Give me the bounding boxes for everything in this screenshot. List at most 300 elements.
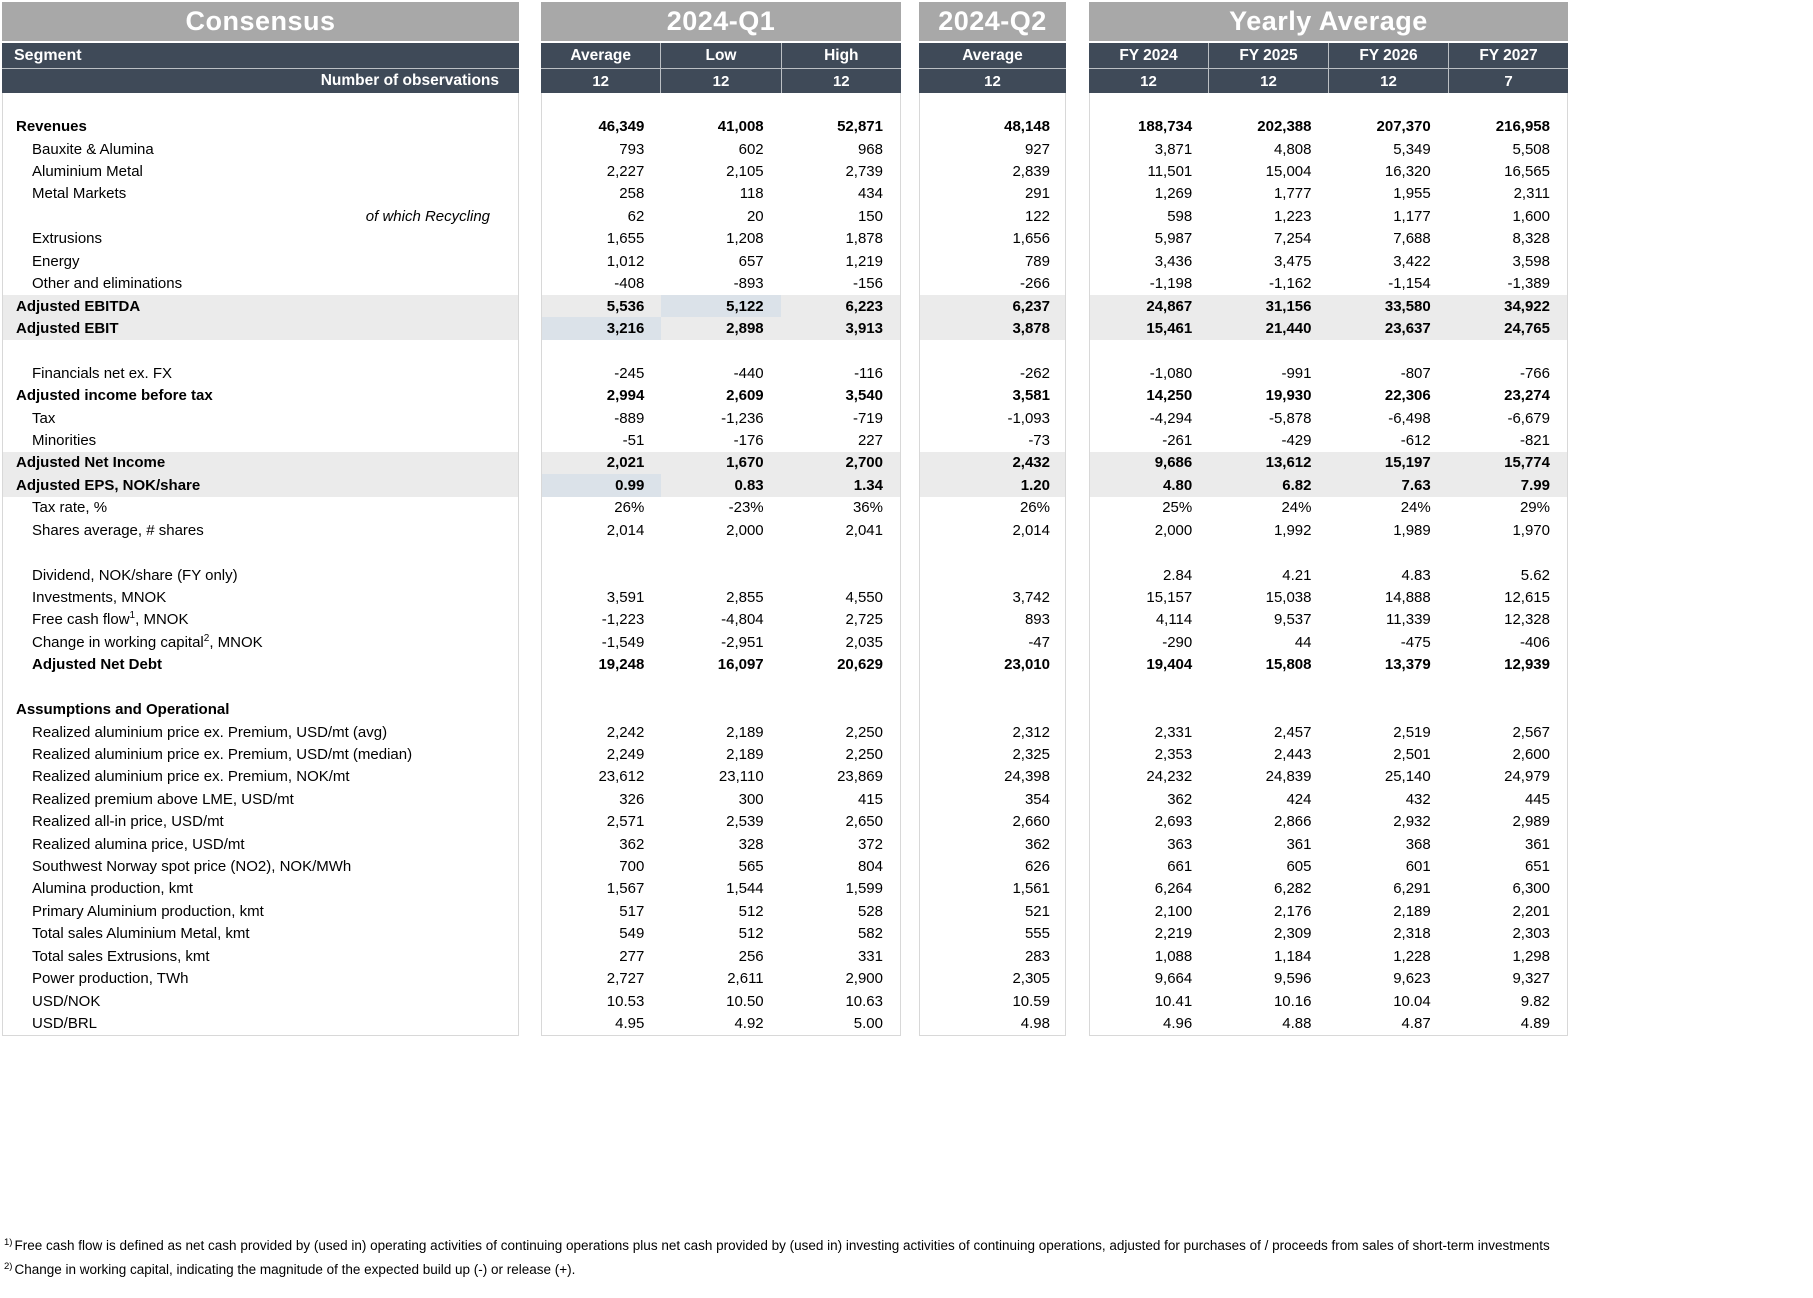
cell [1209, 698, 1328, 720]
row-label: Southwest Norway spot price (NO2), NOK/MWh [32, 858, 352, 876]
cell: 10.41 [1154, 992, 1193, 1010]
yearly-obs-fy2024: 12 [1140, 72, 1157, 90]
cell: 2,250 [845, 723, 883, 741]
cell: 13,612 [1265, 454, 1312, 472]
cell: 15,197 [1384, 454, 1431, 472]
cell: 23,637 [1384, 319, 1431, 337]
cell: 368 [1405, 835, 1431, 853]
table-row [920, 183, 1065, 205]
cell: 700 [619, 858, 645, 876]
row-label: Aluminium Metal [32, 162, 143, 180]
cell: 25% [1162, 499, 1193, 517]
cell [661, 564, 780, 586]
cell: 2,021 [606, 454, 645, 472]
table-row [920, 586, 1065, 608]
table-row [1090, 407, 1567, 429]
cell: 5,536 [606, 297, 645, 315]
cell: 4.98 [1020, 1015, 1050, 1032]
panel-2024-q2 [919, 2, 1066, 1036]
cell: 2,739 [845, 162, 883, 180]
table-row [542, 586, 900, 608]
cell: 512 [738, 902, 764, 920]
table-row [3, 990, 518, 1012]
q2-obs-average: 12 [984, 72, 1001, 90]
table-row [3, 698, 518, 720]
table-row [542, 295, 900, 317]
row-label: Realized premium above LME, USD/mt [32, 790, 294, 808]
cell: 2,000 [1154, 521, 1193, 539]
table-row [542, 452, 900, 474]
table-row [3, 945, 518, 967]
cell: 11,501 [1147, 162, 1193, 180]
cell [1329, 698, 1448, 720]
table-row [542, 855, 900, 877]
cell: 1,219 [845, 252, 883, 270]
table-row [920, 609, 1065, 631]
table-row [3, 766, 518, 788]
panel-2024-q1 [541, 2, 901, 1036]
table-row [3, 519, 518, 541]
cell: 227 [857, 432, 883, 450]
table-row [920, 631, 1065, 653]
cell: -719 [852, 409, 883, 427]
cell: 1.34 [853, 476, 883, 494]
table-row [920, 945, 1065, 967]
cell: 31,156 [1265, 297, 1312, 315]
cell: 354 [1024, 790, 1050, 808]
cell: 661 [1167, 858, 1193, 876]
cell: 10.59 [1012, 992, 1050, 1010]
table-row [542, 1012, 900, 1034]
cell: 2,457 [1273, 723, 1312, 741]
table-row [1090, 160, 1567, 182]
row-label: Realized alumina price, USD/mt [32, 835, 245, 853]
cell: 1,184 [1273, 947, 1312, 965]
table-row [920, 833, 1065, 855]
cell: 2,600 [1512, 745, 1550, 763]
cell: 9,596 [1273, 970, 1312, 988]
cell: -6,498 [1388, 409, 1431, 427]
table-row [1090, 497, 1567, 519]
cell: 4.88 [1282, 1015, 1312, 1032]
table-row [920, 564, 1065, 586]
table-row [3, 900, 518, 922]
q1-column-headers [541, 43, 901, 69]
cell: 1,992 [1273, 521, 1312, 539]
cell: -821 [1519, 432, 1550, 450]
table-row [542, 93, 900, 115]
table-row [542, 228, 900, 250]
cell: 25,140 [1384, 768, 1431, 786]
table-row [1090, 564, 1567, 586]
cell: 598 [1167, 207, 1193, 225]
row-label: Other and eliminations [32, 275, 183, 293]
cell: -47 [1028, 633, 1050, 651]
table-row [542, 698, 900, 720]
cell: 415 [857, 790, 883, 808]
yearly-header-fy2026: FY 2026 [1328, 43, 1448, 68]
table-row [920, 766, 1065, 788]
table-row [542, 429, 900, 451]
table-row [920, 990, 1065, 1012]
cell: 1.20 [1020, 476, 1050, 494]
row-label: Minorities [32, 432, 97, 450]
cell: -766 [1519, 364, 1550, 382]
cell: 7,688 [1393, 230, 1431, 248]
cell: 4.21 [1282, 566, 1312, 584]
table-row [542, 272, 900, 294]
table-row [3, 878, 518, 900]
cell: -2,951 [721, 633, 764, 651]
cell: 555 [1024, 925, 1050, 943]
row-label: Adjusted Net Income [16, 454, 166, 472]
cell: 23,274 [1504, 387, 1550, 405]
cell: 1,878 [845, 230, 883, 248]
table-row [920, 855, 1065, 877]
cell: -266 [1019, 275, 1050, 293]
row-label: Adjusted EPS, NOK/share [16, 476, 201, 494]
cell: 372 [857, 835, 883, 853]
cell: 1,012 [606, 252, 645, 270]
cell: 626 [1024, 858, 1050, 876]
table-row [920, 878, 1065, 900]
table-row [1090, 541, 1567, 563]
table-row [1090, 766, 1567, 788]
cell: 363 [1167, 835, 1193, 853]
cell: 15,038 [1265, 588, 1312, 606]
observations-label: Number of observations [320, 72, 499, 89]
cell: 3,878 [1012, 319, 1050, 337]
cell: 517 [619, 902, 645, 920]
table-row [920, 474, 1065, 496]
cell: 2,189 [726, 745, 764, 763]
table-row [920, 923, 1065, 945]
table-row [542, 609, 900, 631]
cell: 5,349 [1393, 140, 1431, 158]
cell: 2,650 [845, 813, 883, 831]
q1-header-high: High [781, 43, 901, 68]
cell: 23,612 [598, 768, 645, 786]
cell: 361 [1524, 835, 1550, 853]
cell: 13,379 [1384, 656, 1431, 674]
table-row [3, 631, 518, 653]
table-row [1090, 384, 1567, 406]
yearly-observations-row [1089, 69, 1568, 93]
table-row [1090, 205, 1567, 227]
cell: -4,804 [721, 611, 764, 629]
cell: 549 [619, 925, 645, 943]
table-row [3, 138, 518, 160]
table-row [1090, 945, 1567, 967]
cell: 893 [1024, 611, 1050, 629]
table-row [542, 138, 900, 160]
panel-title-2024-q2: 2024-Q2 [919, 2, 1066, 43]
table-row [920, 340, 1065, 362]
cell: 434 [857, 185, 883, 203]
cell: -51 [622, 432, 645, 450]
cell: -176 [733, 432, 764, 450]
cell: 2,189 [1393, 902, 1431, 920]
table-row [542, 990, 900, 1012]
cell: -807 [1400, 364, 1431, 382]
table-row [1090, 452, 1567, 474]
table-row [3, 967, 518, 989]
cell: 202,388 [1257, 118, 1312, 136]
table-row [1090, 272, 1567, 294]
cell: -991 [1281, 364, 1312, 382]
table-row [920, 317, 1065, 339]
cell: 118 [739, 185, 764, 203]
table-row [542, 160, 900, 182]
row-label: Realized all-in price, USD/mt [32, 813, 224, 831]
row-label: USD/NOK [32, 992, 101, 1010]
row-label: Adjusted Net Debt [32, 656, 163, 674]
cell: 793 [619, 140, 645, 158]
table-row [1090, 228, 1567, 250]
q1-body [541, 93, 901, 1036]
cell: 2,189 [726, 723, 764, 741]
cell: 5,508 [1512, 140, 1550, 158]
row-label: Financials net ex. FX [32, 364, 173, 382]
table-row [920, 900, 1065, 922]
cell: 328 [738, 835, 764, 853]
cell: 15,461 [1146, 319, 1193, 337]
row-label: Total sales Extrusions, kmt [32, 947, 210, 965]
cell: 188,734 [1138, 118, 1193, 136]
cell: 1,656 [1012, 230, 1050, 248]
table-row [3, 205, 518, 227]
cell: 2,249 [606, 745, 645, 763]
table-row [920, 228, 1065, 250]
cell: 26% [614, 499, 645, 517]
table-row [542, 923, 900, 945]
cell: 2,611 [727, 970, 764, 988]
cell: 1,208 [726, 230, 764, 248]
cell: 8,328 [1512, 230, 1550, 248]
table-row [920, 721, 1065, 743]
cell: 216,958 [1495, 118, 1550, 136]
cell: 1,298 [1512, 947, 1550, 965]
table-row [1090, 900, 1567, 922]
cell: -408 [614, 275, 645, 293]
cell: 2,014 [1012, 521, 1050, 539]
cell: 24,232 [1146, 768, 1193, 786]
cell: 12,615 [1504, 588, 1550, 606]
table-row [920, 676, 1065, 698]
cell: 2,727 [606, 970, 645, 988]
table-row [3, 160, 518, 182]
cell: 5.62 [1520, 566, 1550, 584]
cell: 1,269 [1154, 185, 1193, 203]
cell: 15,157 [1146, 588, 1193, 606]
cell: 2,353 [1154, 745, 1193, 763]
table-row [920, 788, 1065, 810]
cell: 1,670 [726, 454, 764, 472]
cell [1090, 698, 1209, 720]
cell: 4.87 [1401, 1015, 1431, 1032]
table-row [1090, 721, 1567, 743]
q1-observations-row [541, 69, 901, 93]
cell: -1,236 [721, 409, 764, 427]
cell: 2,855 [726, 588, 764, 606]
table-row [3, 115, 518, 137]
cell: 602 [738, 140, 764, 158]
cell: 2,227 [606, 162, 645, 180]
cell: 6,282 [1273, 880, 1312, 898]
table-row [920, 452, 1065, 474]
row-label: Adjusted EBIT [16, 319, 119, 337]
label-column-body [2, 93, 519, 1036]
cell: 2,305 [1012, 970, 1050, 988]
cell [781, 698, 900, 720]
q1-obs-average: 12 [592, 72, 609, 90]
cell [542, 698, 661, 720]
table-row [3, 586, 518, 608]
table-row [920, 698, 1065, 720]
cell: -893 [733, 275, 764, 293]
cell: -245 [614, 364, 645, 382]
cell: 2,609 [726, 387, 764, 405]
cell: 2,660 [1012, 813, 1050, 831]
cell: 521 [1024, 902, 1050, 920]
cell: 1,088 [1154, 947, 1193, 965]
table-row [920, 429, 1065, 451]
cell: 6,264 [1154, 880, 1193, 898]
cell: 2,014 [606, 521, 645, 539]
table-row [3, 340, 518, 362]
table-row [920, 160, 1065, 182]
yearly-column-headers [1089, 43, 1568, 69]
yearly-body [1089, 93, 1568, 1036]
table-row [920, 93, 1065, 115]
footnote-1 [4, 1238, 1550, 1253]
cell: 11,339 [1385, 611, 1431, 629]
table-row [542, 631, 900, 653]
cell: 6,237 [1012, 297, 1050, 315]
cell: -23% [728, 499, 764, 517]
table-row [542, 362, 900, 384]
cell: 651 [1524, 858, 1550, 876]
cell: 362 [619, 835, 645, 853]
cell: -1,154 [1388, 275, 1431, 293]
cell: 789 [1024, 252, 1050, 270]
cell: 19,248 [598, 656, 645, 674]
cell: -406 [1519, 633, 1550, 651]
cell: 6,300 [1512, 880, 1550, 898]
cell: 2,700 [845, 454, 883, 472]
cell: 2,041 [845, 521, 883, 539]
table-row [1090, 519, 1567, 541]
cell: 4.83 [1401, 566, 1431, 584]
cell: 1,544 [726, 880, 764, 898]
cell: 150 [857, 207, 883, 225]
panel-title-yearly-average: Yearly Average [1089, 2, 1568, 43]
cell: 3,913 [845, 319, 883, 337]
cell: 291 [1024, 185, 1050, 203]
cell: 277 [619, 947, 645, 965]
q1-obs-low: 12 [660, 69, 780, 93]
table-row [3, 295, 518, 317]
table-row [3, 452, 518, 474]
table-row [1090, 788, 1567, 810]
table-row [1090, 429, 1567, 451]
cell: 283 [1024, 947, 1050, 965]
table-row [3, 474, 518, 496]
cell: 968 [857, 140, 883, 158]
cell: 927 [1024, 140, 1050, 158]
segment-header-row [2, 43, 519, 69]
cell: 2,539 [726, 813, 764, 831]
cell: 12,328 [1504, 611, 1550, 629]
table-row [542, 788, 900, 810]
panel-yearly-average [1089, 2, 1568, 1036]
cell: 34,922 [1504, 297, 1550, 315]
table-row [542, 766, 900, 788]
cell: 16,565 [1504, 162, 1550, 180]
table-row [3, 183, 518, 205]
cell: 2,201 [1512, 902, 1550, 920]
table-row [920, 1012, 1065, 1034]
cell: 9,664 [1154, 970, 1193, 988]
cell: 528 [857, 902, 883, 920]
table-row [542, 407, 900, 429]
row-label: Adjusted EBITDA [16, 297, 141, 315]
cell: 15,004 [1265, 162, 1312, 180]
cell: 29% [1519, 499, 1550, 517]
row-label: USD/BRL [32, 1015, 98, 1032]
cell [920, 564, 1065, 586]
cell: -5,878 [1268, 409, 1312, 427]
table-row [920, 272, 1065, 294]
cell: 582 [857, 925, 883, 943]
cell: 256 [738, 947, 764, 965]
row-label: Total sales Aluminium Metal, kmt [32, 925, 250, 943]
cell: 24,398 [1004, 768, 1050, 786]
cell: 24,979 [1504, 768, 1550, 786]
footnote-2-marker: 2) [4, 1260, 13, 1272]
table-row [3, 429, 518, 451]
footnote-1-text: Free cash flow is defined as net cash provided by (used in) operating activities of continuing operations plus net cash provided by (used in) investing activities of continuing operations, adjusted for purchases of / proceeds from sales of short-term investments [14, 1238, 1550, 1253]
table-row [1090, 362, 1567, 384]
q2-body [919, 93, 1066, 1036]
table-row [1090, 609, 1567, 631]
row-label: Revenues [16, 118, 87, 136]
cell: 10.63 [845, 992, 883, 1010]
cell: 4.92 [734, 1015, 764, 1032]
cell: 1,989 [1393, 521, 1431, 539]
cell: 4.96 [1163, 1015, 1193, 1032]
cell: -429 [1281, 432, 1312, 450]
cell: -261 [1162, 432, 1193, 450]
table-row [542, 654, 900, 676]
cell: 207,370 [1376, 118, 1431, 136]
cell: 605 [1286, 858, 1312, 876]
cell: 2,303 [1512, 925, 1550, 943]
cell: 19,930 [1265, 387, 1312, 405]
cell: 4.95 [615, 1015, 645, 1032]
q1-header-average: Average [570, 46, 631, 64]
cell: 2,571 [606, 813, 645, 831]
table-row [542, 878, 900, 900]
cell: -6,679 [1507, 409, 1550, 427]
cell: 3,540 [845, 387, 883, 405]
cell: -475 [1400, 633, 1431, 651]
cell: 2,725 [845, 611, 883, 629]
q1-obs-high: 12 [781, 69, 901, 93]
table-row [3, 317, 518, 339]
cell: 2,994 [606, 387, 645, 405]
cell: -889 [614, 409, 645, 427]
